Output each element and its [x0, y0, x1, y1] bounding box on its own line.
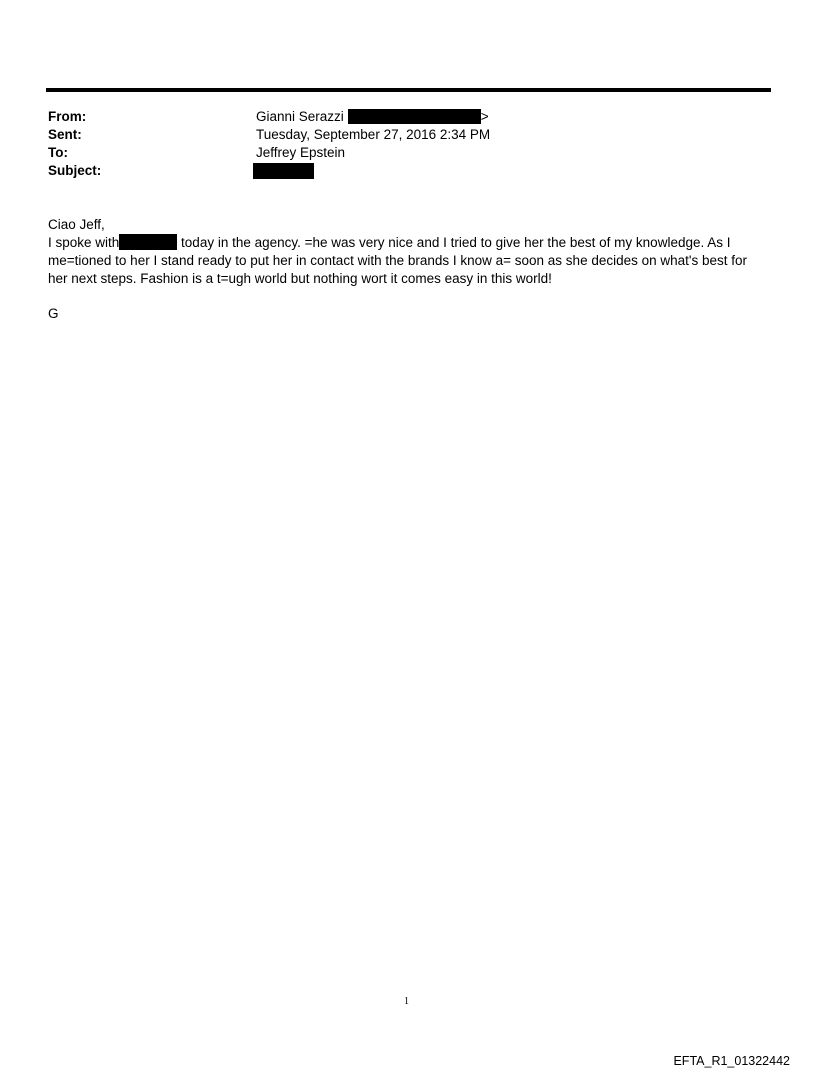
- from-label: From:: [48, 109, 87, 124]
- body-line-3: her next steps. Fashion is a t=ugh world but nothing wort it comes easy in this world!: [48, 271, 552, 286]
- email-header: [48, 108, 490, 180]
- email-body: [48, 216, 763, 288]
- sent-label: Sent:: [48, 127, 82, 142]
- to-label: To:: [48, 145, 68, 160]
- body-line-1: [48, 234, 763, 252]
- body-line-1-start: I spoke with: [48, 235, 120, 250]
- from-suffix: >: [480, 109, 489, 124]
- from-row: [48, 108, 490, 126]
- header-rule: [46, 88, 771, 92]
- body-greeting: Ciao Jeff,: [48, 217, 105, 232]
- to-row: [48, 144, 490, 162]
- from-value: [256, 108, 489, 126]
- subject-row: [48, 162, 490, 180]
- subject-value: [256, 162, 314, 180]
- document-id: EFTA_R1_01322442: [673, 1054, 790, 1068]
- subject-label: Subject:: [48, 163, 102, 178]
- redaction-box: [253, 163, 314, 179]
- sent-row: [48, 126, 490, 144]
- body-line-2: me=tioned to her I stand ready to put her in contact with the brands I know a= soon as she decides on what's best for: [48, 253, 747, 268]
- redaction-box: [119, 234, 177, 250]
- sender-name: Gianni Serazzi: [256, 109, 344, 124]
- page-number: 1: [404, 996, 409, 1007]
- signature: G: [48, 306, 59, 321]
- sent-value: Tuesday, September 27, 2016 2:34 PM: [256, 127, 491, 142]
- to-value: Jeffrey Epstein: [256, 145, 346, 160]
- redaction-box: [348, 109, 481, 124]
- body-line-1-end: today in the agency. =he was very nice and I tried to give her the best of my knowledge. As I: [177, 235, 731, 250]
